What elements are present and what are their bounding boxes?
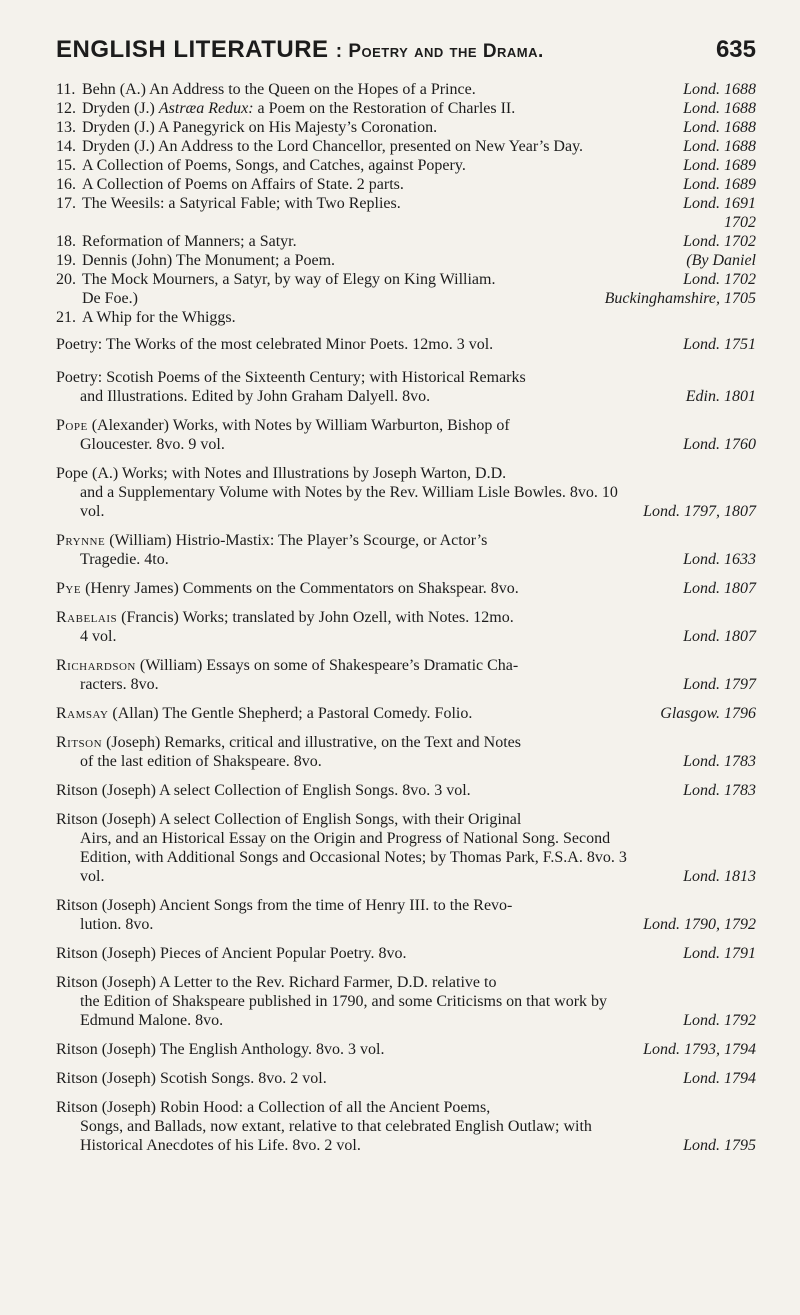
entry-author: Rabelais [56, 609, 118, 626]
entry-first-line [56, 656, 646, 675]
entry-continuation: and Illustrations. Edited by John Graham Dalyell. 8vo. [80, 388, 431, 405]
numbered-entry [56, 289, 756, 308]
numbered-list [56, 80, 756, 327]
entry-continuation: 4 vol. [80, 628, 117, 645]
entry-imprint: Lond. 1702 [683, 271, 756, 288]
numbered-entry [56, 137, 756, 156]
entry-text: De Foe.) [82, 290, 138, 307]
entry-first-line [56, 781, 646, 800]
entry-imprint: Lond. 1689 [683, 176, 756, 193]
entry-text: (William) Essays on some of Shakespeare’s Dramatic Cha- [135, 657, 519, 674]
entry-first-line [56, 416, 646, 435]
entry-number: 15. [56, 157, 76, 174]
entry-text-rest: a Poem on the Restoration of Charles II. [253, 100, 516, 117]
entry-first-line [56, 896, 646, 915]
entry-imprint: Lond. 1790, 1792 [643, 916, 756, 933]
entry-first-line [56, 704, 646, 723]
entry-author: Ritson [56, 1070, 98, 1087]
entry-first-line [56, 464, 646, 483]
entry-continuation: lution. 8vo. [80, 916, 154, 933]
entry-text: The Mock Mourners, a Satyr, by way of Elegy on King William. [82, 271, 496, 288]
entry-imprint: Lond. 1793, 1794 [643, 1041, 756, 1058]
entry-continuation: of the last edition of Shakspeare. 8vo. [80, 753, 322, 770]
entry-imprint: Lond. 1813 [683, 868, 756, 885]
entry-number: 17. [56, 195, 76, 212]
numbered-entry [56, 80, 756, 99]
numbered-entry [56, 213, 756, 232]
entry-continuation: and a Supplementary Volume with Notes by the Rev. William Lisle Bowles. 8vo. 10 vol. [80, 484, 618, 520]
entry-text: A Collection of Poems, Songs, and Catches, against Popery. [82, 157, 466, 174]
entry-continuation: Tragedie. 4to. [80, 551, 169, 568]
entry-imprint: Buckinghamshire, 1705 [604, 290, 756, 307]
entry-title: Astræa Redux: [158, 100, 254, 117]
entry-text: A Collection of Poems on Affairs of State. 2 parts. [82, 176, 404, 193]
entry-continuation: Airs, and an Historical Essay on the Origin and Progress of National Song. Second Edition, with Additional Songs and Occasional Notes; by Thomas Park, F.S.A. 8vo. 3 vol. [80, 830, 627, 885]
entry-first-line [56, 1098, 646, 1117]
entry-number: 13. [56, 119, 76, 136]
entry-author: Ritson [56, 782, 98, 799]
numbered-entry [56, 156, 756, 175]
page-number: 635 [715, 36, 756, 63]
entry-imprint: Lond. 1794 [683, 1070, 756, 1087]
entry-number: 19. [56, 252, 76, 269]
catalogue-entry [56, 704, 756, 723]
entry-first-line [56, 1069, 646, 1088]
entry-text: Reformation of Manners; a Satyr. [82, 233, 297, 250]
entry-number: 21. [56, 309, 76, 326]
entry-author: Pope [56, 417, 88, 434]
entry-first-line [56, 579, 646, 598]
entry-text: Behn (A.) An Address to the Queen on the Hopes of a Prince. [82, 81, 476, 98]
entry-text: (Joseph) Ancient Songs from the time of Henry III. to the Revo- [97, 897, 513, 914]
entries-list [56, 368, 756, 1155]
entry-text: (Henry James) Comments on the Commentators on Shakspear. 8vo. [81, 580, 519, 597]
catalogue-entry [56, 656, 756, 694]
entry-number: 20. [56, 271, 76, 288]
entry-author: Pope [56, 465, 88, 482]
numbered-entry [56, 308, 756, 327]
numbered-entry [56, 118, 756, 137]
entry-imprint: Lond. 1688 [683, 138, 756, 155]
entry-author: Ritson [56, 897, 98, 914]
entry-number: 14. [56, 138, 76, 155]
entry-imprint: Lond. 1795 [683, 1137, 756, 1154]
entry-number: 12. [56, 100, 76, 117]
entry-author: Ritson [56, 811, 98, 828]
entry-text: (Joseph) Remarks, critical and illustrative, on the Text and Notes [102, 734, 521, 751]
entry-imprint: Lond. 1702 [683, 233, 756, 250]
entry-imprint: Lond. 1688 [683, 100, 756, 117]
entry-imprint: 1702 [724, 214, 756, 231]
entry-text: The Weesils: a Satyrical Fable; with Two Replies. [82, 195, 401, 212]
entry-continuation: Gloucester. 8vo. 9 vol. [80, 436, 225, 453]
entry-author: Ritson [56, 1041, 98, 1058]
entry-author: Ritson [56, 734, 103, 751]
catalogue-entry [56, 781, 756, 800]
entry-imprint: Lond. 1688 [683, 119, 756, 136]
entry-continuation: Songs, and Ballads, now extant, relative to that celebrated English Outlaw; with Historical Anecdotes of his Life. 8vo. 2 vol. [80, 1118, 592, 1154]
entry-first-line [56, 973, 646, 992]
entry-text: (Joseph) A select Collection of English Songs. 8vo. 3 vol. [97, 782, 471, 799]
numbered-entry [56, 175, 756, 194]
numbered-entry [56, 251, 756, 270]
entry-text: Dennis (John) The Monument; a Poem. [82, 252, 336, 269]
catalogue-list [56, 80, 756, 1165]
catalogue-entry [56, 531, 756, 569]
catalogue-entry [56, 1040, 756, 1059]
entry-first-line [56, 531, 646, 550]
catalogue-entry [56, 1069, 756, 1088]
entry-author: Ritson [56, 1099, 98, 1116]
entry-author: Richardson [56, 657, 136, 674]
entry-imprint: Lond. 1797 [683, 676, 756, 693]
entry-author: Ritson [56, 945, 98, 962]
entry-first-line [56, 1040, 646, 1059]
catalogue-entry [56, 608, 756, 646]
entry-text: (Allan) The Gentle Shepherd; a Pastoral Comedy. Folio. [108, 705, 473, 722]
entry-imprint: Lond. 1783 [683, 782, 756, 799]
minor-poets-entry: Poetry: The Works of the most celebrated Minor Poets. 12mo. 3 vol. Lond. 1751 [56, 336, 756, 353]
entry-text: Dryden (J.) An Address to the Lord Chancellor, presented on New Year’s Day. [82, 138, 584, 155]
entry-author: Prynne [56, 532, 106, 549]
entry-first-line [56, 368, 646, 387]
entry-text: Dryden (J.) [82, 100, 159, 117]
entry-text: (Joseph) Robin Hood: a Collection of all the Ancient Poems, [97, 1099, 491, 1116]
entry-author: Ramsay [56, 705, 109, 722]
entry-first-line [56, 733, 646, 752]
catalogue-entry [56, 944, 756, 963]
entry-text: (Joseph) Scotish Songs. 8vo. 2 vol. [97, 1070, 327, 1087]
entry-imprint: Lond. 1688 [683, 81, 756, 98]
entry-text: (William) Histrio-Mastix: The Player’s Scourge, or Actor’s [105, 532, 488, 549]
entry-imprint: Lond. 1689 [683, 157, 756, 174]
catalogue-entry [56, 464, 756, 521]
entry-text: (Joseph) The English Anthology. 8vo. 3 vol. [97, 1041, 385, 1058]
entry-text: (Alexander) Works, with Notes by William Warburton, Bishop of [87, 417, 510, 434]
catalogue-entry [56, 416, 756, 454]
entry-text: (Joseph) A Letter to the Rev. Richard Farmer, D.D. relative to [97, 974, 497, 991]
entry-author: Pye [56, 580, 82, 597]
catalogue-entry [56, 733, 756, 771]
entry-imprint: (By Daniel [686, 252, 756, 269]
entry-author: Poetry [56, 369, 98, 386]
entry-author: Ritson [56, 974, 98, 991]
entry-first-line [56, 944, 646, 963]
entry-text: (Joseph) A select Collection of English Songs, with their Original [97, 811, 522, 828]
entry-imprint: Lond. 1792 [683, 1012, 756, 1029]
numbered-entry [56, 232, 756, 251]
numbered-entry [56, 270, 756, 289]
entry-continuation: the Edition of Shakspeare published in 1790, and some Criticisms on that work by Edmund Malone. 8vo. [80, 993, 608, 1029]
entry-text: (A.) Works; with Notes and Illustrations by Joseph Warton, D.D. [88, 465, 507, 482]
entry-number: 18. [56, 233, 76, 250]
entry-text: A Whip for the Whiggs. [82, 309, 236, 326]
catalogue-entry [56, 973, 756, 1030]
catalogue-entry [56, 368, 756, 406]
entry-first-line [56, 608, 646, 627]
catalogue-entry [56, 1098, 756, 1155]
entry-text: Dryden (J.) A Panegyrick on His Majesty’s Coronation. [82, 119, 438, 136]
entry-imprint: Lond. 1691 [683, 195, 756, 212]
entry-text: (Francis) Works; translated by John Ozell, with Notes. 12mo. [117, 609, 514, 626]
entry-number: 11. [56, 81, 76, 98]
catalogue-entry [56, 579, 756, 598]
entry-text: (Joseph) Pieces of Ancient Popular Poetry. 8vo. [97, 945, 407, 962]
entry-imprint: Lond. 1791 [683, 945, 756, 962]
numbered-entry [56, 194, 756, 213]
entry-imprint: Lond. 1807 [683, 580, 756, 597]
entry-imprint: Lond. 1633 [683, 551, 756, 568]
numbered-entry [56, 99, 756, 118]
running-title: ENGLISH LITERATURE : Poetry and the Drama. [56, 36, 544, 63]
entry-text: : Scotish Poems of the Sixteenth Century; with Historical Remarks [97, 369, 526, 386]
entry-imprint: Lond. 1797, 1807 [643, 503, 756, 520]
entry-first-line [56, 810, 646, 829]
page-header [56, 36, 756, 64]
entry-imprint: Lond. 1760 [683, 436, 756, 453]
catalogue-entry [56, 896, 756, 934]
entry-number: 16. [56, 176, 76, 193]
entry-imprint: Lond. 1783 [683, 753, 756, 770]
entry-imprint: Glasgow. 1796 [660, 705, 756, 722]
entry-continuation: racters. 8vo. [80, 676, 159, 693]
entry-imprint: Lond. 1807 [683, 628, 756, 645]
catalogue-entry [56, 810, 756, 886]
entry-imprint: Edin. 1801 [685, 388, 756, 405]
